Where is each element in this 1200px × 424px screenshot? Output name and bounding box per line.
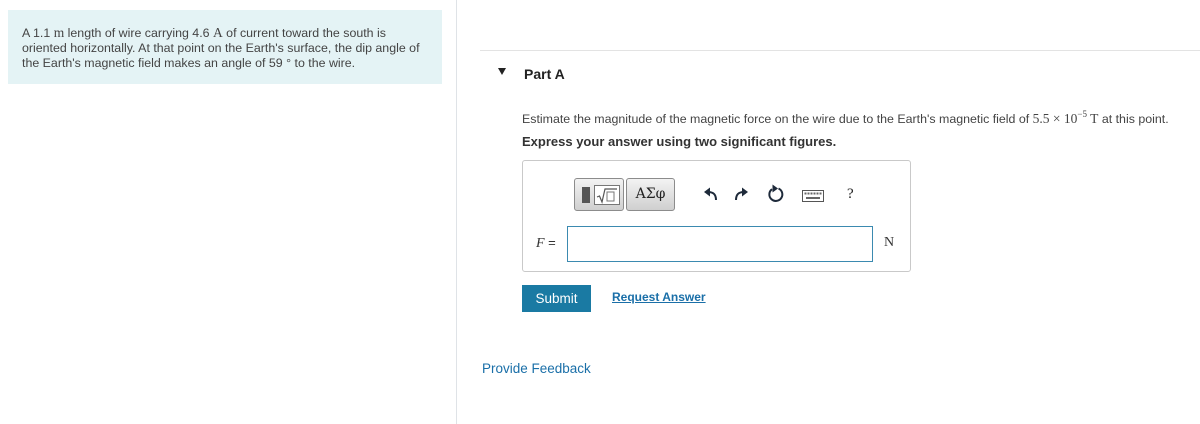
undo-icon[interactable] [703, 186, 719, 202]
answer-panel [522, 160, 911, 272]
redo-icon[interactable] [733, 186, 749, 202]
problem-statement [8, 10, 442, 84]
answer-input[interactable] [567, 226, 873, 262]
problem-text: A 1.1 [22, 26, 54, 40]
field-value [1033, 111, 1099, 126]
symbols-button[interactable]: ΑΣφ [626, 178, 675, 211]
unit-tesla: T [1090, 111, 1099, 126]
unit-meter: m [53, 25, 65, 40]
column-divider [456, 0, 457, 424]
problem-text: of current toward the south is [222, 26, 386, 40]
problem-line-2: oriented horizontally. At that point on the Earth's surface, the dip angle of [22, 41, 420, 55]
answer-variable: F [536, 236, 545, 251]
answer-unit: N [884, 235, 895, 250]
problem-line-1 [22, 25, 428, 41]
question-text-pre: Estimate the magnitude of the magnetic force on the wire due to the Earth's magnetic field of [522, 112, 1033, 126]
question-text-post: at this point. [1098, 112, 1169, 126]
sqrt-icon [594, 185, 620, 205]
help-button[interactable]: ? [847, 186, 854, 202]
request-answer-link[interactable]: Request Answer [612, 290, 706, 304]
reset-icon[interactable] [767, 184, 785, 203]
collapse-toggle-icon[interactable] [498, 68, 506, 75]
equals-sign: = [544, 235, 556, 250]
part-title: Part A [524, 66, 565, 82]
templates-button[interactable] [574, 178, 624, 211]
field-value-exponent: −5 [1077, 109, 1087, 119]
field-value-mantissa: 5.5 × 10 [1032, 111, 1078, 126]
submit-button[interactable]: Submit [522, 285, 591, 312]
provide-feedback-link[interactable]: Provide Feedback [482, 361, 591, 376]
question-text [522, 109, 1169, 127]
templates-icon [582, 187, 590, 203]
part-divider [480, 50, 1200, 51]
answer-label [536, 235, 556, 252]
answer-instruction: Express your answer using two significant figures. [522, 134, 837, 149]
keyboard-icon[interactable] [802, 190, 824, 202]
unit-ampere: A [212, 25, 223, 40]
problem-text: length of wire carrying 4.6 [64, 26, 213, 40]
problem-line-3: the Earth's magnetic field makes an angle of 59 ° to the wire. [22, 56, 356, 70]
